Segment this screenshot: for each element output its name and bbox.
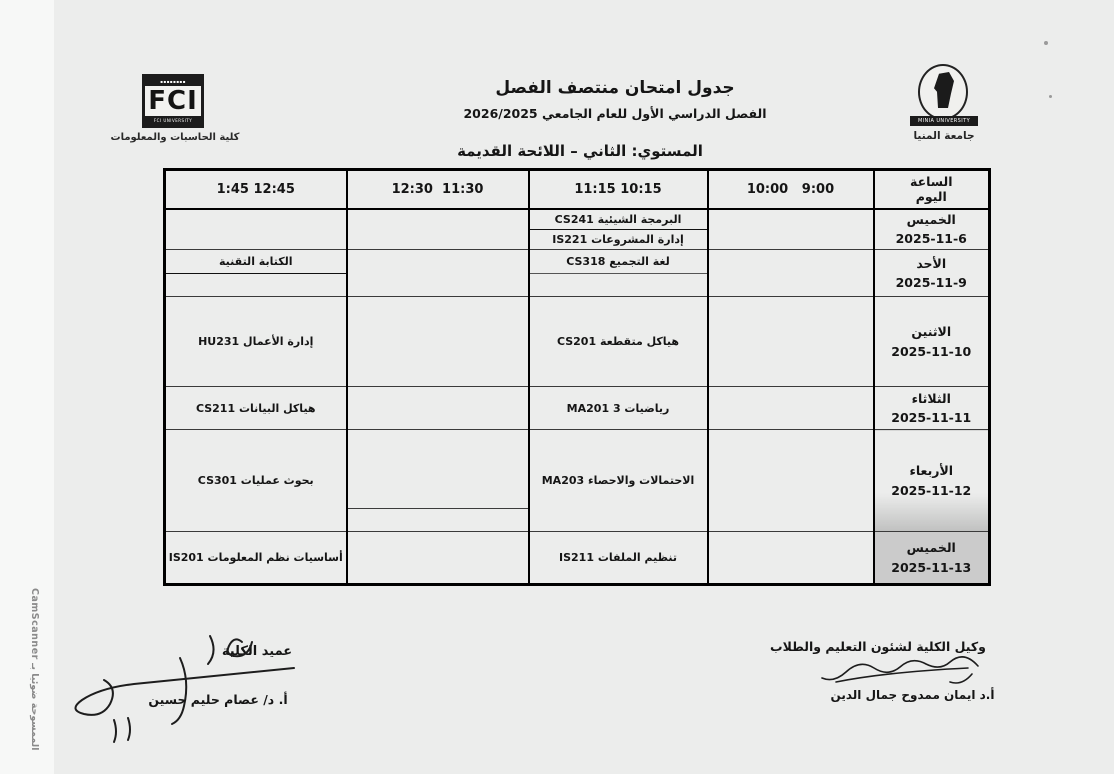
fci-logo-bottom-bar: FCI UNIVERSITY	[145, 116, 201, 125]
fci-faculty-logo	[142, 74, 204, 128]
course-cell: هياكل متقطعة CS201	[529, 297, 708, 387]
day-cell	[874, 430, 990, 532]
fci-logo-top-bar: ▪▪▪▪▪▪▪▪	[145, 77, 201, 86]
course-entry: البرمجة الشيئية CS241	[530, 210, 707, 230]
day-cell	[874, 387, 990, 430]
scan-speck	[1044, 41, 1048, 45]
empty-cell	[708, 430, 874, 532]
course-cell: إدارة الأعمال HU231	[165, 297, 347, 387]
empty-cell	[347, 430, 529, 532]
day-name: الأربعاء	[909, 463, 954, 479]
time-slot-header: 1:45 12:45	[165, 170, 347, 209]
scanner-margin-strip	[0, 0, 54, 774]
day-name: الثلاثاء	[911, 390, 951, 406]
empty-cell	[708, 209, 874, 250]
time-slot-header: 10:00 9:00	[708, 170, 874, 209]
empty-cell	[347, 532, 529, 585]
day-name: الاثنين	[911, 324, 952, 340]
day-date: 2025-11-12	[891, 482, 972, 498]
course-cell: الاحتمالات والاحصاء MA203	[529, 430, 708, 532]
empty-cell	[347, 297, 529, 387]
course-entry: إدارة المشروعات IS221	[552, 232, 684, 246]
course-cell	[529, 209, 708, 250]
empty-subcell	[530, 274, 707, 296]
corner-header-cell	[874, 170, 990, 209]
course-cell	[165, 250, 347, 297]
empty-cell	[708, 297, 874, 387]
fci-logo-text: FCI	[148, 86, 198, 116]
vice-dean-title: وكيل الكلية لشئون التعليم والطلاب	[770, 639, 986, 654]
empty-cell	[347, 387, 529, 430]
minia-logo-banner: MINIA UNIVERSITY	[910, 116, 978, 126]
day-name: الخميس	[906, 211, 956, 227]
course-entry: لغة التجميع CS318	[530, 251, 707, 274]
faculty-name-caption: كلية الحاسبات والمعلومات	[110, 132, 240, 143]
empty-cell	[347, 209, 529, 250]
dean-name: أ. د/ عصام حليم حسين	[148, 692, 288, 707]
course-entry: الكتابة التقنية	[166, 251, 346, 274]
page-subtitle: الفصل الدراسي الأول للعام الجامعي 2026/2025	[463, 106, 767, 121]
course-cell: تنظيم الملفات IS211	[529, 532, 708, 585]
course-cell: هياكل البيانات CS211	[165, 387, 347, 430]
corner-day-label: اليوم	[915, 189, 947, 205]
day-cell	[874, 297, 990, 387]
dean-title: عميد الكلية	[221, 644, 293, 659]
minia-university-logo	[908, 60, 980, 132]
day-name: الخميس	[906, 540, 956, 556]
scan-speck	[1049, 95, 1052, 98]
day-date: 2025-11-6	[895, 231, 967, 247]
university-name-caption: جامعة المنيا	[913, 130, 975, 142]
page-title: جدول امتحان منتصف الفصل	[495, 78, 735, 98]
day-cell	[874, 532, 990, 585]
empty-cell	[347, 250, 529, 297]
empty-cell	[708, 387, 874, 430]
day-date: 2025-11-13	[891, 559, 972, 575]
course-cell: أساسيات نظم المعلومات IS201	[165, 532, 347, 585]
day-name: الأحد	[916, 255, 947, 271]
day-cell	[874, 209, 990, 250]
exam-schedule-table	[163, 168, 991, 586]
course-cell	[529, 250, 708, 297]
empty-cell	[165, 209, 347, 250]
camscanner-watermark: الممسوحة ضوئيا بـ CamScanner	[29, 588, 40, 751]
time-slot-header: 11:15 10:15	[529, 170, 708, 209]
day-date: 2025-11-11	[891, 410, 972, 425]
level-line: المستوي: الثاني – اللائحة القديمة	[457, 142, 703, 160]
time-slot-header: 12:30 11:30	[347, 170, 529, 209]
empty-cell	[708, 532, 874, 585]
day-date: 2025-11-9	[895, 275, 967, 290]
day-date: 2025-11-10	[891, 343, 972, 359]
day-cell	[874, 250, 990, 297]
empty-subcell	[166, 274, 346, 296]
corner-hour-label: الساعة	[909, 174, 953, 190]
empty-cell	[708, 250, 874, 297]
course-cell: بحوث عمليات CS301	[165, 430, 347, 532]
vice-dean-name: أ.د ايمان ممدوح جمال الدين	[830, 688, 995, 702]
course-cell: رياضيات 3 MA201	[529, 387, 708, 430]
